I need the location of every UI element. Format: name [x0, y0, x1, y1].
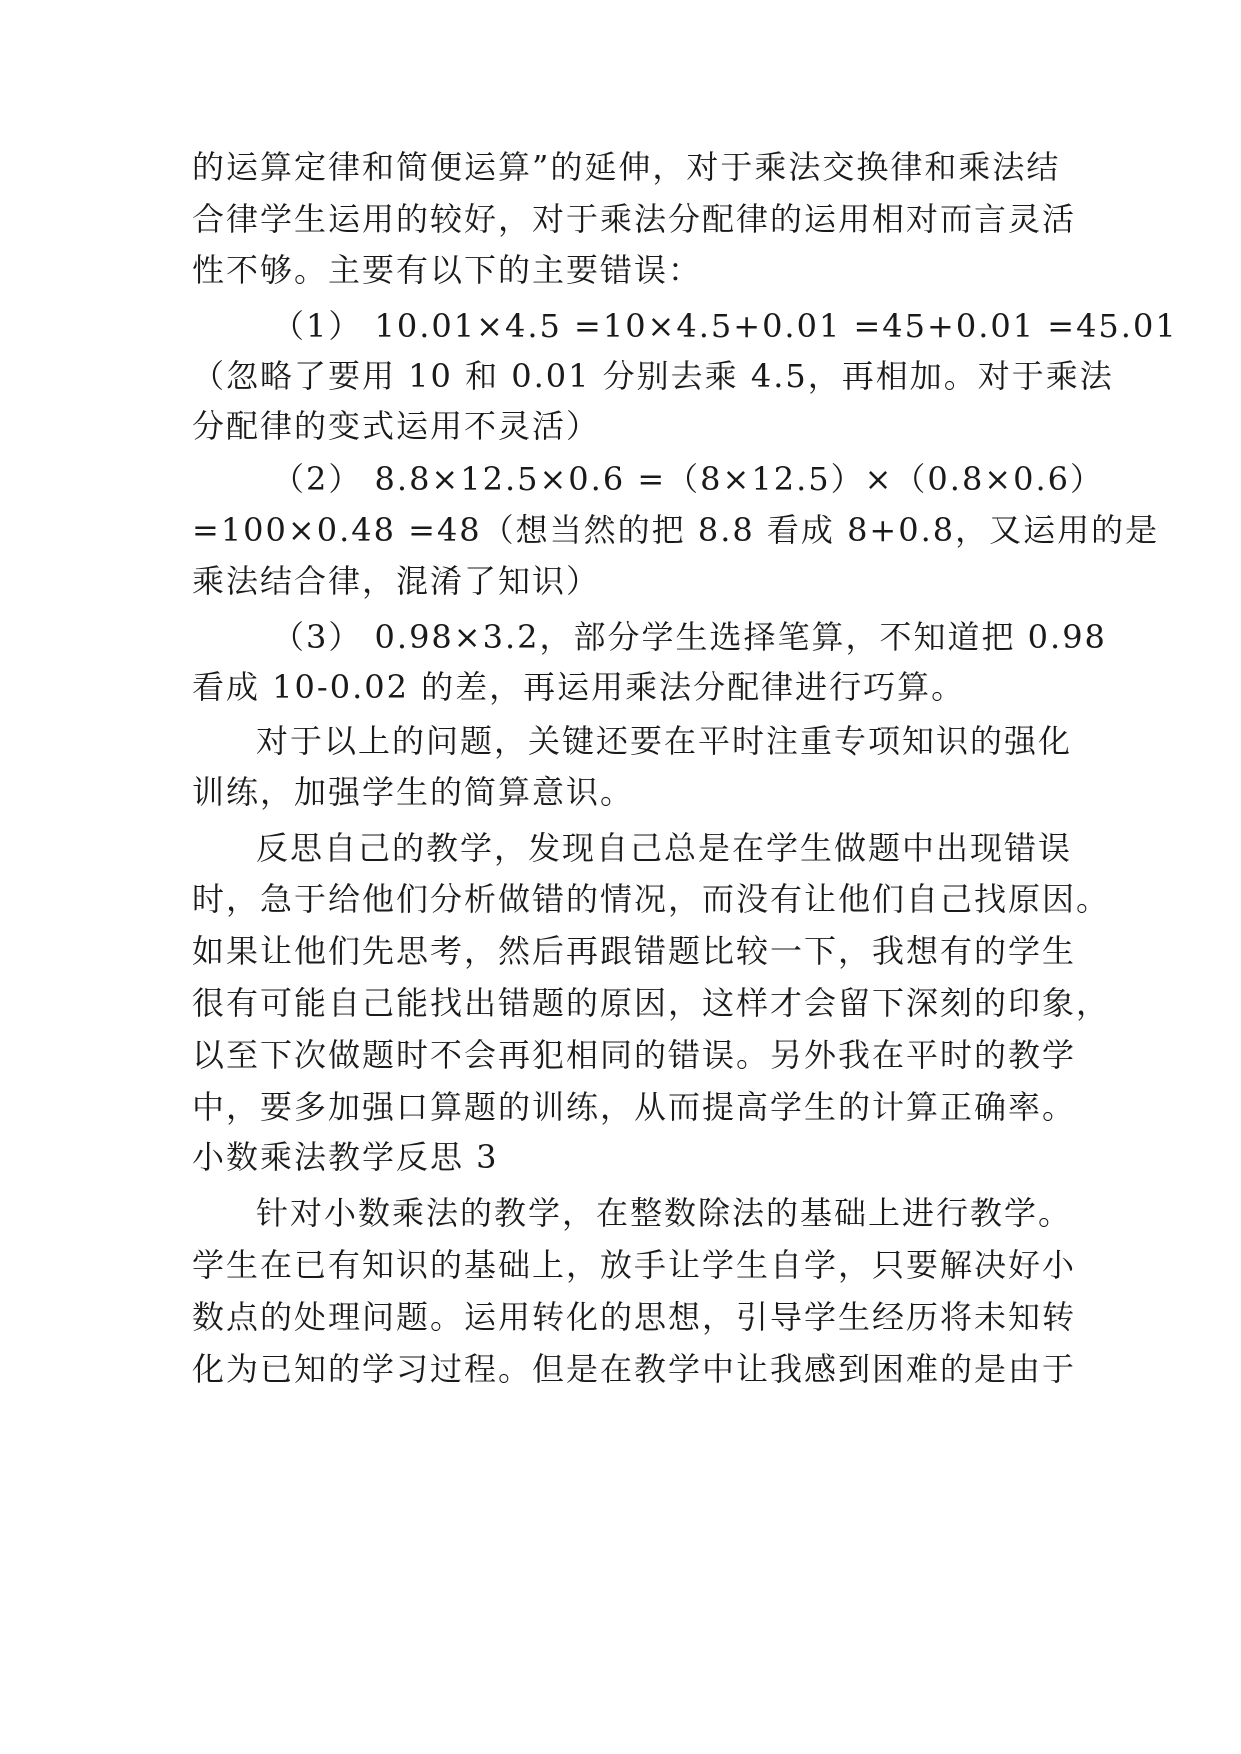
text-line: 对于以上的问题，关键还要在平时注重专项知识的强化: [256, 722, 1073, 760]
text-line: 合律学生运用的较好，对于乘法分配律的运用相对而言灵活: [192, 200, 1077, 238]
text-line: （1） 10.01×4.5 =10×4.5+0.01 =45+0.01 =45.01: [272, 307, 1178, 345]
text-line: （忽略了要用 10 和 0.01 分别去乘 4.5，再相加。对于乘法: [192, 357, 1114, 395]
text-line: 反思自己的教学，发现自己总是在学生做题中出现错误: [256, 829, 1073, 867]
text-line: 学生在已有知识的基础上，放手让学生自学，只要解决好小: [192, 1246, 1077, 1284]
text-line: 针对小数乘法的教学，在整数除法的基础上进行教学。: [256, 1194, 1073, 1232]
text-line: =100×0.48 =48（想当然的把 8.8 看成 8+0.8，又运用的是: [192, 511, 1160, 549]
text-line: 化为已知的学习过程。但是在教学中让我感到困难的是由于: [192, 1350, 1077, 1388]
text-line: 乘法结合律，混淆了知识）: [192, 562, 601, 600]
text-line: 分配律的变式运用不灵活）: [192, 407, 601, 445]
text-line: 看成 10-0.02 的差，再运用乘法分配律进行巧算。: [192, 668, 966, 706]
text-line: （3） 0.98×3.2，部分学生选择笔算，不知道把 0.98: [272, 618, 1107, 656]
text-line: 训练，加强学生的简算意识。: [192, 773, 635, 811]
text-line: （2） 8.8×12.5×0.6 =（8×12.5）×（0.8×0.6）: [272, 460, 1105, 498]
text-line: 数点的处理问题。运用转化的思想，引导学生经历将未知转: [192, 1298, 1077, 1336]
text-line: 很有可能自己能找出错题的原因，这样才会留下深刻的印象，: [192, 984, 1111, 1022]
text-line: 以至下次做题时不会再犯相同的错误。另外我在平时的教学: [192, 1036, 1077, 1074]
section-heading: 小数乘法教学反思 3: [192, 1138, 499, 1176]
text-line: 时，急于给他们分析做错的情况，而没有让他们自己找原因。: [192, 880, 1111, 918]
text-line: 性不够。主要有以下的主要错误：: [192, 251, 703, 289]
text-line: 的运算定律和简便运算”的延伸，对于乘法交换律和乘法结: [192, 148, 1061, 186]
text-line: 如果让他们先思考，然后再跟错题比较一下，我想有的学生: [192, 932, 1077, 970]
text-line: 中，要多加强口算题的训练，从而提高学生的计算正确率。: [192, 1088, 1077, 1126]
